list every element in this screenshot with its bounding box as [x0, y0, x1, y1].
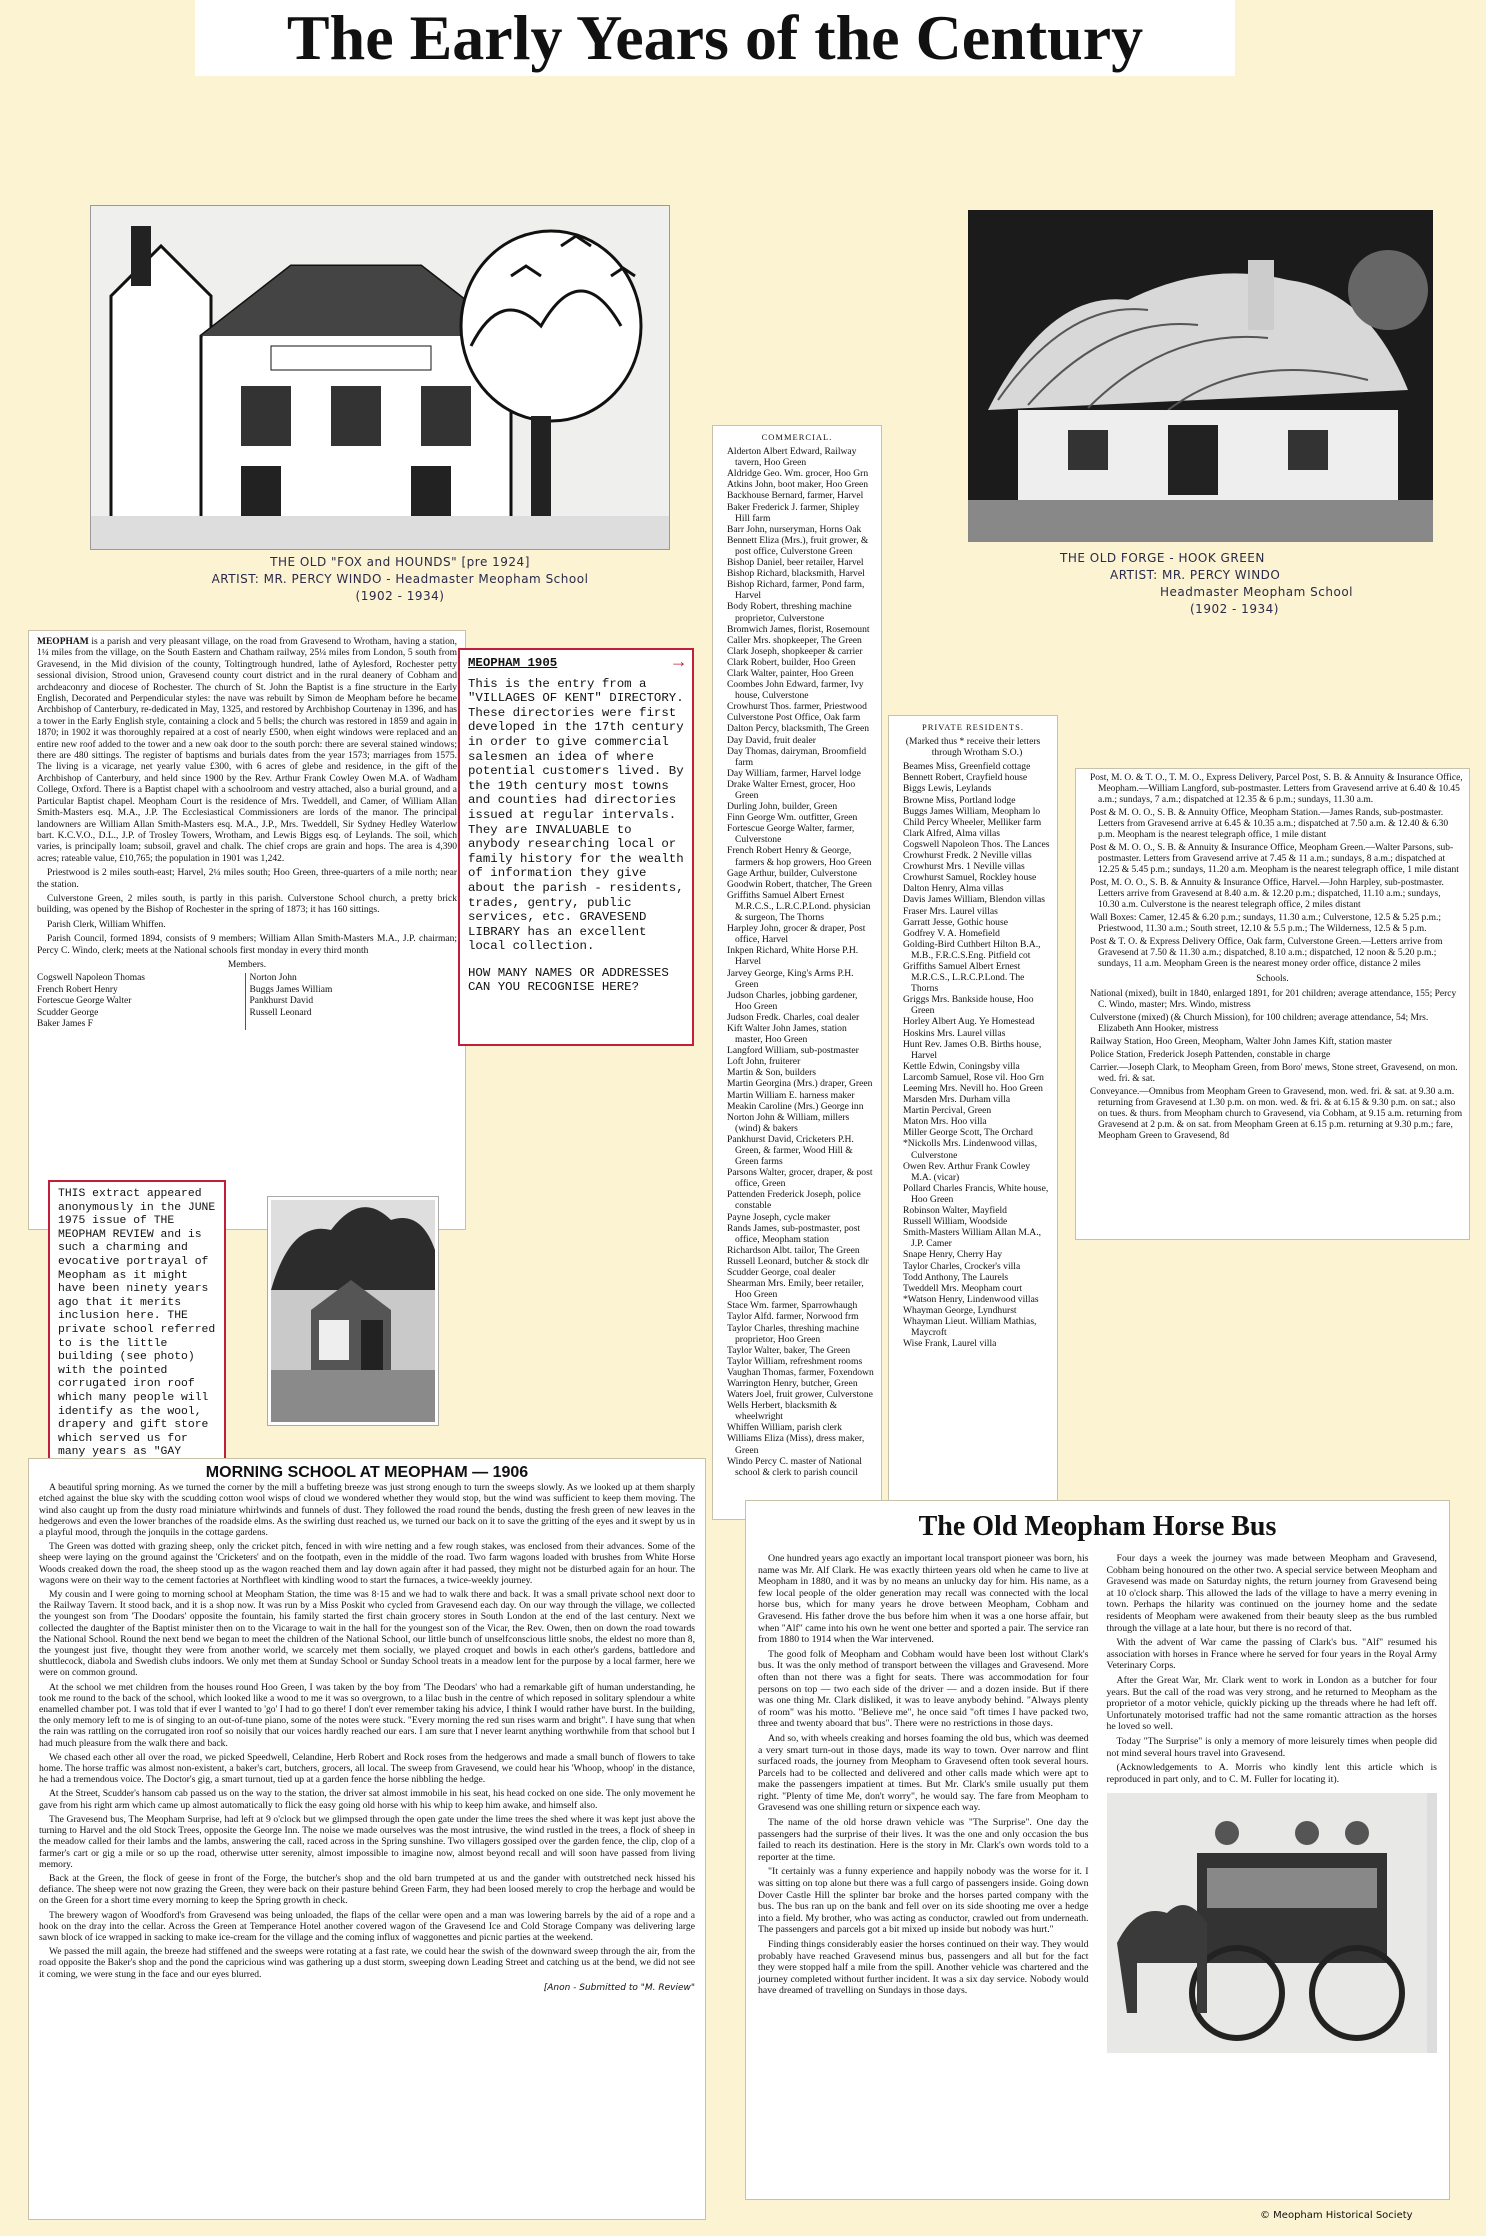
directory-entry: Russell William, Woodside	[903, 1216, 1008, 1228]
gay-cousins-shop-photo	[268, 1197, 438, 1425]
directory-entry: Day Thomas, dairyman, Broomfield farm	[727, 745, 867, 768]
directory-entry: Post & M. O. O., S. B. & Annuity Office, Meopham Station.—James Rands, sub-postmaster. Letters from Gravesend arrive at 6.45 & 10.35 a.m.; dispatched at 7.50 a.m. & 12.40 & 6.30 p.m. Meopham is the nearest telegraph office, 1 mile distant	[1090, 808, 1449, 840]
horse-bus-article	[745, 1500, 1450, 2200]
directory-entry: Crowhurst Samuel, Rockley house	[903, 872, 1037, 884]
directory-entry: Finn George Wm. outfitter, Green	[727, 812, 858, 824]
old-forge-drawing	[968, 210, 1433, 542]
directory-entry: Russell Leonard, butcher & stock dlr	[727, 1255, 869, 1267]
directory-entry: Harpley John, grocer & draper, Post office, Harvel	[727, 923, 866, 946]
members-heading: Members.	[227, 959, 267, 970]
member: Fortescue George Walter	[37, 996, 132, 1007]
directory-entry: Dalton Percy, blacksmith, The Green	[727, 723, 869, 735]
fox-and-hounds-drawing	[90, 205, 670, 550]
horse-bus-photo	[1107, 1793, 1438, 2053]
directory-entry: Biggs Lewis, Leylands	[903, 783, 992, 795]
directory-entry: Todd Anthony, The Laurels	[903, 1271, 1009, 1283]
directory-note-question: HOW MANY NAMES OR ADDRESSES CAN YOU RECOGNISE HERE?	[468, 965, 669, 995]
directory-entry: "It certainly was a funny experience and happily nobody was the worse for it. I was sitting on top alone but there was a full cargo of passengers inside. Going down Dover Castle Hill the splinter bar broke and the horses parted company with the bus. The bus ran up on the bank and fell over on its side shooting me over a hedge into a field. My brother, who was acting as conductor, crawled out from underneath. The passengers and parcels got a bit mixed up inside but nobody was hurt."	[758, 1866, 1089, 1936]
directory-entry: Barr John, nurseryman, Horns Oak	[727, 523, 862, 535]
services-list	[1082, 773, 1463, 970]
directory-entry: Miller George Scott, The Orchard	[903, 1127, 1033, 1139]
directory-entry: Railway Station, Hoo Green, Meopham, Walter John James Kift, station master	[1090, 1037, 1392, 1047]
directory-entry: Baker Frederick J. farmer, Shipley Hill farm	[727, 501, 860, 524]
directory-entry: Wall Boxes: Camer, 12.45 & 6.20 p.m.; sundays, 11.30 a.m.; Culverstone, 12.5 & 5.25 p.m.; Priestwood, 11.30 a.m.; South street, 12.10 & 5.5 p.m.; The Wilderness, 12.5 & 5 p.m.	[1090, 913, 1442, 934]
directory-entry: National (mixed), built in 1840, enlarged 1891, for 201 children; average attendance, 155; Percy C. Windo, master; Mrs. Windo, mistress	[1090, 989, 1457, 1010]
directory-entry: With the advent of War came the passing of Clark's bus. "Alf" resumed his association with horses in France where he served for four years in the Royal Army Veterinary Corps.	[1106, 1637, 1437, 1672]
morning-school-article	[28, 1458, 706, 2220]
gazetteer-p1: is a parish and very pleasant village, on the road from Gravesend to Wrotham, having a station, 1¼ miles from the village, on the South Eastern and Chatham railway, 25¼ miles from London, 5 south from Gravesend, in the Mid division of the county, Toltingtrough hundred, lathe of Aylesford, Rochester petty sessional division, Strood union, Gravesend county court district and in the rural deanery of Cobham and archdeaconry and diocese of Rochester. The church of St. John the Baptist is a fine structure in the Early English, Decorated and Perpendicular styles: the nave was rebuilt by Simon de Meopham before he became Archbishop of Canterbury, re-dedicated in May, 1325, and restored by Archbishop Courtenay in 1396, and has a tower in the Early English style, containing a clock and 5 bells; the church was restored in 1859 and again in 1870; in 1902 it was thoroughly repaired at a cost of nearly £500, when eight windows were replaced and an entire new roof added to the tower and a new oak door to the south porch: there are several stained windows; there are 480 sittings. The register of baptisms and burials dates from the year 1573; marriages from 1575. The living is a vicarage, net yearly value £300, with 6 acres of glebe and residence, in the gift of the Archbishop of Canterbury, and held since 1900 by the Rev. Arthur Frank Cowley Owen M.A. of Wadham College, Oxford. There is a Baptist chapel with a schoolroom and vestry attached, also a burial ground, and a Particular Baptist chapel. Meopham Court is the residence of Mrs. Tweddell, and Camer, of William Allan Smith-Masters esq. M.A., J.P. The Ecclesiastical Commissioners are lords of the manor. The principal landowners are William Allan Smith-Masters esq. M.A., J.P., Mrs. Tweddell, Sir Sydney Hedley Waterlow bart. K.C.V.O., D.L., J.P. of Trosley Towers, Wrotham, and Lewis Biggs esq. of Leylands. The soil, which varies, is principally loam; subsoil, gravel and chalk. The chief crops are grain and hops. The area is 4,390 acres; rateable value, £10,765; the population in 1901 was 1,242.	[37, 637, 457, 864]
directory-entry: Clark Joseph, shopkeeper & carrier	[727, 645, 863, 657]
directory-entry: Jarvey George, King's Arms P.H. Green	[727, 967, 854, 990]
directory-entry: Godfrey V. A. Homefield	[903, 927, 1000, 939]
directory-entry: We passed the mill again, the breeze had stiffened and the sweeps were rotating at a fast rate, we could hear the swish of the downward sweep through the air, from the road opposite the Baker's shop and the pond the capricious wind was gathering up a dust storm, sweeping down Leading Street and catching us at the bend, we did not see it coming, we were stung in the face and our eyes blurred.	[39, 1946, 695, 1980]
commercial-directory	[712, 425, 882, 1520]
fox-caption-line3: (1902 - 1934)	[355, 589, 445, 603]
directory-note-heading: MEOPHAM 1905	[468, 656, 558, 670]
directory-note-heading-row	[468, 653, 684, 673]
directory-entry: French Robert Henry & George, farmers & hop growers, Hoo Green	[727, 845, 872, 868]
directory-entry: Body Robert, threshing machine proprietor, Culverstone	[727, 601, 852, 624]
directory-entry: Day William, farmer, Harvel lodge	[727, 767, 861, 779]
schools-list	[1082, 989, 1463, 1142]
page-title: The Early Years of the Century	[195, 0, 1235, 76]
directory-entry: Martin Percival, Green	[903, 1105, 992, 1117]
old-forge-sketch	[968, 210, 1433, 542]
directory-entry: The Gravesend bus, The Meopham Surprise, had left at 9 o'clock but we glimpsed through the open gate under the lime trees the shed where it was kept just above the turning to Harvel and the old Stock Trees, opposite the George Inn. The noise we made ourselves was the most intrusive, the wind rustled in the trees, a flock of sheep in the meadow called for their lambs and the lambs, answering the call, raced across in the Spring sunshine. Two villagers gossiped over the garden fence, the clip, clop of a farmer's cart or gig a mile or so up the road, otherwise utter serenity, almost impossible to imagine now, almost beyond recall and will soon have passed from living memory.	[39, 1813, 695, 1870]
directory-entry: Griggs Mrs. Bankside house, Hoo Green	[903, 994, 1034, 1017]
directory-entry: Atkins John, boot maker, Hoo Green	[727, 479, 869, 491]
directory-entry: Browne Miss, Portland lodge	[903, 794, 1016, 806]
directory-entry: Richardson Albt. tailor, The Green	[727, 1244, 860, 1256]
fox-and-hounds-sketch	[91, 206, 670, 550]
directory-entry: Gage Arthur, builder, Culverstone	[727, 867, 858, 879]
horse-bus-title: The Old Meopham Horse Bus	[918, 1511, 1277, 1542]
directory-entry: The name of the old horse drawn vehicle was "The Surprise". One day the passengers had the surprise of their lives. It was the one and only occasion the bus failed to reach its destination. Here is the story in Mr. Clark's own words told to a reporter at the time.	[758, 1817, 1089, 1863]
directory-entry: Kettle Edwin, Coningsby villa	[903, 1060, 1020, 1072]
directory-entry: Taylor Walter, baker, The Green	[727, 1344, 851, 1356]
directory-entry: Clark Alfred, Alma villas	[903, 827, 1000, 839]
private-residents-list	[895, 761, 1051, 1349]
directory-entry: Vaughan Thomas, farmer, Foxendown	[727, 1366, 874, 1378]
directory-entry: Post, M. O. & T. O., T. M. O., Express Delivery, Parcel Post, S. B. & Annuity & Insurance Office, Meopham.—William Langford, sub-postmaster. Letters from Gravesend arrive at 6.40 & 10.45 a.m.; sundays, 7 a.m.; dispatched at 12.35 & 6 p.m.; sundays, 11.30 a.m.	[1090, 773, 1463, 805]
directory-entry: Marsden Mrs. Durham villa	[903, 1094, 1011, 1106]
directory-entry: Wise Frank, Laurel villa	[903, 1338, 997, 1350]
directory-entry: Stace Wm. farmer, Sparrowhaugh	[727, 1300, 858, 1312]
directory-entry: At the school we met children from the houses round Hoo Green, I was taken by the boy from 'The Deodars' who had a remarkable gift of human understanding, he took me round to the back of the school, which looked like a wood to me it was so overgrown, to a lilac bush in the centre of which reposed in solitary splendour a white enamelled chamber pot. I was told that if ever I wanted to 'go' I had to go there! I don't ever remember taking his advice, I think I would rather have burst. In the building, the only memory left to me is of singing to an out-of-tune piano, some of the notes were stuck. "Every morning the red sun rises warm and bright". I have sung that when the rain was rattling on the corrugated iron roof so noisily that our voices hardly reached our ears. I am sure that I never learnt anything worthwhile from that school but I had much pleasure from the walk there and back.	[39, 1681, 695, 1749]
directory-entry: The brewery wagon of Woodford's from Gravesend was being unloaded, the flaps of the cellar were open and a man was lowering barrels by the aid of a rope and a hook on the dray into the cellar. Across the Green at Temperance Hotel another covered wagon of the Gravesend Ice and Cold Storage Company was delivering large sawn block of ice wrapped in sacking to make ice-cream for the village and the coming influx of waggonettes and picnic parties at the weekend.	[39, 1909, 695, 1943]
private-residents-subhead: (Marked thus * receive their letters through Wrotham S.O.)	[905, 736, 1041, 759]
forge-caption-line4: (1902 - 1934)	[1190, 602, 1279, 616]
directory-entry: Warrington Henry, butcher, Green	[727, 1377, 858, 1389]
directory-entry: Post, M. O. O., S. B. & Annuity & Insurance Office, Harvel.—John Harpley, sub-postmaster. Letters arrive from Gravesend at 8.40 a.m. & 12.20 p.m.; dispatched, 11.10 a.m.; sundays, 10.30 a.m. Culverstone is the nearest telegraph office, 2 miles distant	[1090, 878, 1444, 910]
gazetteer-p2: Priestwood is 2 miles south-east; Harvel, 2¼ miles south; Hoo Green, three-quarters of a mile north; near the station.	[37, 868, 457, 890]
directory-entry: Garratt Jesse, Gothic house	[903, 916, 1008, 928]
directory-entry: Tweddell Mrs. Meopham court	[903, 1282, 1023, 1294]
directory-entry: Four days a week the journey was made between Meopham and Gravesend, Cobham being honoured on the other two. A special service between Meopham and Gravesend was made on Saturday nights, the return journey from Gravesend being at 10 o'clock sharp. This allowed the lads of the village to have a merry evening in town. Perhaps the hilarity was continued on the journey home and the sedate residents of Meopham were awakened from their beauty sleep as the bus rumbled through the village at a late hour, but there is no record of that.	[1106, 1553, 1437, 1634]
directory-entry: A beautiful spring morning. As we turned the corner by the mill a buffeting breeze was just strong enough to turn the sweeps slowly. As we looked up at them sharply etched against the blue sky with the scudding cotton wool wisps of cloud we wondered whether they would stop, but the wind was sufficient to keep them moving. The wind also caught up from the dusty road miniature whirlwinds and funnels of dust. They followed the road round the bends, dusting the fresh green of new leaves in the hedgerows and even the lower branches of the roadside elms. As the swirling dust reached us, we turned our back on it to save the gritting of the eyes and it swept by us in a playful mood, through the jonquils in the cottage gardens.	[39, 1482, 695, 1539]
copyright-credit: © Meopham Historical Society	[1260, 2210, 1413, 2221]
directory-entry: Post & T. O. & Express Delivery Office, Oak farm, Culverstone Green.—Letters arrive from Gravesend at 7.50 & 11.30 a.m.; dispatched, 8.10 a.m.; dispatched, 12 noon & 5.20 p.m.; sundays, 11 a.m. Meopham Green is the nearest money order office, distance 2 miles	[1090, 937, 1443, 969]
horse-bus-columns	[758, 1553, 1437, 2053]
directory-entry: Maton Mrs. Hoo villa	[903, 1116, 987, 1128]
directory-entry: Day David, fruit dealer	[727, 734, 816, 746]
members-right	[245, 973, 458, 1030]
directory-entry: Clark Robert, builder, Hoo Green	[727, 656, 856, 668]
directory-entry: Back at the Green, the flock of geese in front of the Forge, the butcher's shop and the old barn trumpeted at us and the gander with outstretched neck hissed his defiance. The sheep were not now grazing the Green, they were back on their pasture behind Green Farm, they had been loosed merely to crop the herbage and would be on the Green for a short time every morning to keep the Spring growth in check.	[39, 1872, 695, 1907]
directory-entry: Griffiths Samuel Albert Ernest M.R.C.S., L.R.C.P.Lond. physician & surgeon, The Thorns	[727, 889, 871, 924]
morning-credit: [Anon - Submitted to "M. Review"	[543, 1982, 695, 1993]
directory-entry: Backhouse Bernard, farmer, Harvel	[727, 490, 864, 502]
directory-entry: Finding things considerably easier the horses continued on their way. They would probably have reached Gravesend minus bus, passengers and all but for the fact they were stopped half a mile from the spill. Another vehicle was chartered and the journey completed without further incident. It was a six day service. Nobody would have dreamed of travelling on Sundays in those days.	[758, 1939, 1089, 1997]
directory-entry: Bennett Eliza (Mrs.), fruit grower, & post office, Culverstone Green	[727, 534, 869, 557]
directory-entry: Robinson Walter, Mayfield	[903, 1205, 1007, 1217]
directory-entry: Parsons Walter, grocer, draper, & post office, Green	[727, 1167, 873, 1190]
members-list	[37, 973, 457, 1030]
gazetteer-p3: Culverstone Green, 2 miles south, is partly in this parish. Culverstone School church, a pretty brick building, was opened by the Bishop of Rochester in the spring of 1873; it has 160 sittings.	[37, 893, 457, 916]
horse-bus-right-column	[1107, 1553, 1438, 1785]
directory-entry: Larcomb Samuel, Rose vil. Hoo Grn	[903, 1071, 1044, 1083]
directory-entry: Bennett Robert, Crayfield house	[903, 772, 1028, 784]
directory-entry: Whayman Lieut. William Mathias, Maycroft	[903, 1315, 1037, 1339]
directory-entry: Taylor Alfd. farmer, Norwood frm	[727, 1311, 859, 1323]
directory-entry: *Watson Henry, Lindenwood villas	[903, 1293, 1039, 1305]
directory-entry: Child Percy Wheeler, Melliker farm	[903, 816, 1042, 828]
directory-entry: Golding-Bird Cuthbert Hilton B.A., M.B., F.R.C.S.Eng. Pitfield cot	[903, 938, 1041, 961]
directory-entry: Crowhurst Fredk. 2 Neville villas	[903, 850, 1032, 862]
horse-bus-left-column	[758, 1553, 1089, 2053]
directory-entry: Pollard Charles Francis, White house, Hoo Green	[903, 1182, 1049, 1205]
directory-entry: Kift Walter John James, station master, Hoo Green	[727, 1022, 847, 1046]
forge-caption-line3: Headmaster Meopham School	[1160, 585, 1354, 599]
gazetteer-clipping	[28, 630, 466, 1230]
directory-entry: Shearman Mrs. Emily, beer retailer, Hoo Green	[727, 1278, 864, 1301]
directory-entry: And so, with wheels creaking and horses foaming the old bus, which was deemed a very smart turn-out in those days, made its way to town. Over narrow and flint surfaced roads, the journey from Meopham to Gravesend often took several hours. Parcels had to be collected and delivered and other calls made which were apt to make the passengers impatient at times. But Mr. Clark's smile usually put them right. "Plenty of time Me, don't worry", he would say. The fare from Meopham to Gravesend was one shilling return or sixpence each way.	[758, 1732, 1089, 1814]
directory-entry: Payne Joseph, cycle maker	[727, 1211, 831, 1223]
directory-entry: Carrier.—Joseph Clark, to Meopham Green, from Boro' mews, Stone street, Gravesend, on mon. wed. fri. & sat.	[1090, 1063, 1458, 1084]
review-extract-note	[48, 1180, 226, 1468]
directory-entry: Post & M. O. O., S. B. & Annuity & Insurance Office, Meopham Green.—Walter Parsons, sub-postmaster. Letters from Gravesend arrive at 7.45 & 11 a.m.; sundays, 8 a.m.; dispatched at 12.25 & 5.45 p.m.; sundays, 11.20 a.m. Meopham is the nearest telegraph office, 1 mile distant	[1090, 843, 1459, 875]
directory-entry: Smith-Masters William Allan M.A., J.P. Camer	[903, 1227, 1042, 1250]
forge-caption-line2: ARTIST: MR. PERCY WINDO	[1110, 568, 1281, 582]
directory-entry: Taylor Charles, Crocker's villa	[903, 1260, 1021, 1272]
directory-entry: At the Street, Scudder's hansom cab passed us on the way to the station, the driver sat almost immobile in his seat, his head cocked on one side. The only movement he gave from his right arm which came up almost automatically to flick the easy going old horse with his whip to keep him awake, and himself also.	[39, 1788, 695, 1811]
directory-entry: Norton John & William, millers (wind) & bakers	[727, 1111, 850, 1134]
directory-entry: Cogswell Napoleon Thos. The Lances	[903, 838, 1050, 850]
directory-entry: Culverstone (mixed) (& Church Mission), for 100 children; average attendance, 54; Mrs. Elizabeth Ann Hooker, mistress	[1090, 1013, 1429, 1034]
shop-photo-image	[271, 1200, 435, 1422]
arrow-right-icon: →	[673, 653, 684, 673]
members-left	[37, 973, 245, 1030]
directory-entry: Martin Georgina (Mrs.) draper, Green	[727, 1078, 873, 1090]
directory-entry: My cousin and I were going to morning school at Meopham Station, the time was 8·15 and we had to walk there and back. It was a small private school next door to the Railway Tavern. It stood back, and it is a shop now. It was run by a Miss Poskit who cycled from Gravesend each day. On our way through the village, we collected the youngest son from 'The Doodars' opposite the fountain, his family started the first chain grocery stores in South London at the end of the last century. Next we collected the daughter of the Baptist minister then on to the Vicarage to wait in the hall for the youngest son of the Vicar, the Rev. Owen, then on down the road towards the National School. Round the next bend we began to meet the children of the National School, our little bunch of unselfconscious little snobs, the eldest no more than 8, the youngest just five, thought they were from another world, we scarcely met them socially, we played croquet and bowls in each other's gardens, battledore and shuttlecock, diabola and Swedish clubs indoors. We only met them at Sunday School or Sunday School treats in a meadow lent for the purpose by a local farmer, here we were on common ground.	[39, 1589, 695, 1679]
directory-entry: Davis James William, Blendon villas	[903, 894, 1045, 906]
directory-entry: Drake Walter Ernest, grocer, Hoo Green	[727, 778, 856, 801]
review-extract-body: THIS extract appeared anonymously in the JUNE 1975 issue of THE MEOPHAM REVIEW and is such a charming and evocative portrayal of Meopham as it might have been ninety years ago that it merits inclusion here. THE private school referred to is the little building (see photo) with the pointed corrugated iron roof which many people will identify as the wool, drapery and gift store which served us for many years as "GAY	[58, 1188, 216, 1459]
member: Buggs James William	[249, 984, 333, 995]
directory-entry: *Nickolls Mrs. Lindenwood villas, Culverstone	[903, 1138, 1038, 1161]
directory-entry: Alderton Albert Edward, Railway tavern, Hoo Green	[727, 446, 857, 469]
member: Russell Leonard	[249, 1007, 312, 1018]
directory-entry: Judson Charles, jobbing gardener, Hoo Green	[727, 989, 858, 1012]
directory-entry: Aldridge Geo. Wm. grocer, Hoo Grn	[727, 468, 869, 480]
gazetteer-p5: Parish Council, formed 1894, consists of 9 members; William Allan Smith-Masters M.A., J.P. chairman; Percy C. Windo, clerk; meets at the National schools first monday in every third month	[37, 934, 457, 956]
directory-entry: Judson Fredk. Charles, coal dealer	[727, 1011, 860, 1023]
directory-entry: Conveyance.—Omnibus from Meopham Green to Gravesend, mon. wed. fri. & sat. at 9.30 a.m. returning from Gravesend at 1.30 p.m. on mon. wed. & fri. & at 6.15 & 9.30 p.m. on sat.; also on tues. & thurs. from Meopham church to Gravesend, via Cobham, at 9.15 a.m. returning from Gravesend at 2 p.m. & on sat. from Meopham Green at 6.15 p.m. returning at 9.30 p.m.; fare, Meopham Green to Gravesend, 8d	[1090, 1087, 1463, 1141]
directory-entry: Police Station, Frederick Joseph Pattenden, constable in charge	[1090, 1050, 1331, 1060]
directory-entry: After the Great War, Mr. Clark went to work in London as a butcher for four years. But the call of the road was very strong, and he returned to Meopham as the proprietor of a motor vehicle, quickly picking up the threads where he had left off. Unfortunately motorised traffic had not the same romantic attraction as the horses he loved so well.	[1106, 1674, 1437, 1733]
directory-entry: (Acknowledgements to A. Morris who kindly lent this article which is reproduced in part only, and to C. M. Fuller for locating it).	[1106, 1762, 1437, 1785]
member: Scudder George	[37, 1007, 99, 1018]
morning-school-body	[39, 1482, 695, 1980]
directory-entry: Horley Albert Aug. Ye Homestead	[903, 1016, 1035, 1028]
directory-entry: One hundred years ago exactly an important local transport pioneer was born, his name was Mr. Alf Clark. He was exactly thirteen years old when he came to live at Meopham in 1880, and it was by no means an unlucky day for him. His name, as a few local people of the older generation may recall was connected with the local horse bus, which for many years he drove between Meopham, Cobham and Gravesend. His father drove the bus before him when it was a one horse affair, but when "Alf" came into his own he went one better and sported a pair. The service ran from 1880 to 1914 when the War intervened.	[758, 1553, 1089, 1646]
member: Norton John	[249, 973, 297, 984]
directory-entry: Dalton Henry, Alma villas	[903, 883, 1004, 895]
directory-entry: Waters Joel, fruit grower, Culverstone	[727, 1389, 873, 1401]
directory-entry: Whiffen William, parish clerk	[727, 1422, 842, 1434]
directory-entry: Culverstone Post Office, Oak farm	[727, 712, 861, 724]
private-residents-directory	[888, 715, 1058, 1520]
directory-entry: Snape Henry, Cherry Hay	[903, 1249, 1003, 1261]
directory-entry: Griffiths Samuel Albert Ernest M.R.C.S., L.R.C.P.Lond. The Thorns	[903, 960, 1025, 995]
directory-entry: Bishop Richard, farmer, Pond farm, Harvel	[727, 579, 865, 602]
directory-entry: Windo Percy C. master of National school & clerk to parish council	[727, 1455, 862, 1478]
member: Cogswell Napoleon Thomas	[37, 973, 146, 984]
directory-entry: Williams Eliza (Miss), dress maker, Green	[727, 1433, 865, 1456]
directory-entry: Martin William E. harness maker	[727, 1089, 855, 1101]
member: Pankhurst David	[249, 996, 314, 1007]
directory-entry: Hunt Rev. James O.B. Births house, Harvel	[903, 1038, 1042, 1061]
directory-entry: We chased each other all over the road, we picked Speedwell, Celandine, Herb Robert and Rock roses from the hedgerows and made a small bunch of flowers to take home. The horse traffic was almost non-existent, a baker's cart, butchers, grocers, all local. The sweep from Gravesend, we could hear his 'Whoop, whoop' in the distance, he had a tremendous voice. The Doctor's gig, a smart turnout, tied up at a garden fence the horse nibbling the hedge.	[39, 1751, 695, 1786]
directory-entry: Bishop Richard, blacksmith, Harvel	[727, 568, 865, 580]
fox-caption-line2: ARTIST: MR. PERCY WINDO - Headmaster Meopham School	[211, 572, 589, 586]
directory-entry: Rands James, sub-postmaster, post office, Meopham station	[727, 1222, 861, 1245]
schools-heading: Schools.	[1256, 974, 1289, 984]
fox-caption-line1: THE OLD "FOX and HOUNDS" [pre 1924]	[270, 555, 530, 569]
directory-entry: Goodwin Robert, thatcher, The Green	[727, 878, 872, 890]
directory-entry: Durling John, builder, Green	[727, 801, 838, 813]
directory-entry: Beames Miss, Greenfield cottage	[903, 761, 1031, 773]
directory-entry: Hoskins Mrs. Laurel villas	[903, 1027, 1006, 1039]
horse-bus-right-column-wrap	[1107, 1553, 1438, 2053]
directory-entry: Leeming Mrs. Nevill ho. Hoo Green	[903, 1083, 1043, 1094]
member: Baker James F	[37, 1019, 93, 1029]
directory-entry: Coombes John Edward, farmer, Ivy house, Culverstone	[727, 679, 864, 702]
directory-entry: Today "The Surprise" is only a memory of more leisurely times when people did not mind several hours travel into Gravesend.	[1106, 1735, 1437, 1759]
private-residents-heading: PRIVATE RESIDENTS.	[922, 722, 1024, 732]
directory-entry: Pankhurst David, Cricketers P.H. Green, & farmer, Wood Hill & Green farms	[727, 1133, 854, 1168]
directory-entry: Bromwich James, florist, Rosemount	[727, 623, 870, 635]
directory-note	[458, 648, 694, 1046]
directory-entry: Fraser Mrs. Laurel villas	[903, 905, 998, 917]
directory-entry: Crowhurst Thos. farmer, Priestwood	[727, 701, 867, 713]
directory-entry: Langford William, sub-postmaster	[727, 1045, 859, 1057]
forge-caption-line1: THE OLD FORGE - HOOK GREEN	[1060, 551, 1265, 565]
directory-note-body: This is the entry from a "VILLAGES OF KENT" DIRECTORY. These directories were first developed in the 17th century in order to give commercial salesmen an idea of where potential customers lived. By the 19th century most towns and counties had directories issued at regular intervals. They are INVALUABLE to anybody researching local or family history for the wealth of information they give about the parish - residents, trades, gentry, public services, etc. GRAVESEND LIBRARY has an excellent local collection.	[468, 676, 684, 954]
fox-caption	[120, 554, 680, 614]
member: French Robert Henry	[37, 984, 118, 995]
directory-entry: Taylor Charles, threshing machine proprietor, Hoo Green	[727, 1322, 860, 1345]
directory-entry: Buggs James William, Meopham lo	[903, 805, 1041, 817]
gazetteer-p4: Parish Clerk, William Whiffen.	[47, 919, 166, 930]
directory-entry: Meakin Caroline (Mrs.) George inn	[727, 1100, 864, 1112]
gazetteer-lead: MEOPHAM	[37, 637, 89, 647]
directory-entry: Owen Rev. Arthur Frank Cowley M.A. (vicar)	[903, 1160, 1031, 1183]
directory-entry: Scudder George, coal dealer	[727, 1267, 836, 1279]
directory-entry: Inkpen Richard, White Horse P.H. Harvel	[727, 945, 859, 968]
directory-entry: Pattenden Frederick Joseph, police constable	[727, 1189, 861, 1212]
directory-entry: The good folk of Meopham and Cobham would have been lost without Clark's bus. It was the only method of transport between the villages and Gravesend. More often than not there was a fight for seats. There was accommodation for four persons on top — two each side of the driver — and a dozen inside. But if there was one thing Mr. Clark disliked, it was to leave anybody behind. "Always plenty of room" was his motto. "Believe me", he once said "oft times I have packed two, three and twenty aboard that bus". There were no restrictions in those days.	[758, 1648, 1089, 1730]
directory-entry: Whayman George, Lyndhurst	[903, 1304, 1017, 1316]
commercial-heading: COMMERCIAL.	[761, 432, 833, 442]
commercial-list	[719, 446, 875, 1478]
forge-caption	[1040, 550, 1420, 630]
directory-entry: Crowhurst Mrs. 1 Neville villas	[903, 861, 1025, 873]
directory-entry: Taylor William, refreshment rooms	[727, 1355, 863, 1367]
directory-entry: Wells Herbert, blacksmith & wheelwright	[727, 1400, 838, 1423]
directory-entry: Fortescue George Walter, farmer, Culverstone	[727, 823, 855, 846]
directory-entry: Clark Walter, painter, Hoo Green	[727, 667, 854, 679]
directory-entry: Martin & Son, builders	[727, 1067, 817, 1079]
horse-bus-photo-image	[1107, 1793, 1427, 2053]
directory-entry: The Green was dotted with grazing sheep, only the cricket pitch, fenced in with wire netting and a few rough stakes, was enclosed from their advances. Some of the sheep were laying on the ground against the 'Cricketers' and on the footpath, even in the middle of the road. Two farm wagons loaded with brushes from White Horse Woods creaked down the road, the sheep stood up as the wagon reached them and lay down again after it had passed, they might not be disturbed again for an hour. The wagons were on their way to the cement factories at Northfleet with kindling wood to start the furnaces, a twice-weekly journey.	[39, 1541, 695, 1586]
directory-entry: Bishop Daniel, beer retailer, Harvel	[727, 557, 864, 569]
morning-school-title: MORNING SCHOOL AT MEOPHAM — 1906	[205, 1464, 529, 1481]
services-clipping	[1075, 768, 1470, 1240]
directory-entry: Loft John, fruiterer	[727, 1056, 801, 1068]
directory-entry: Caller Mrs. shopkeeper, The Green	[727, 634, 862, 646]
